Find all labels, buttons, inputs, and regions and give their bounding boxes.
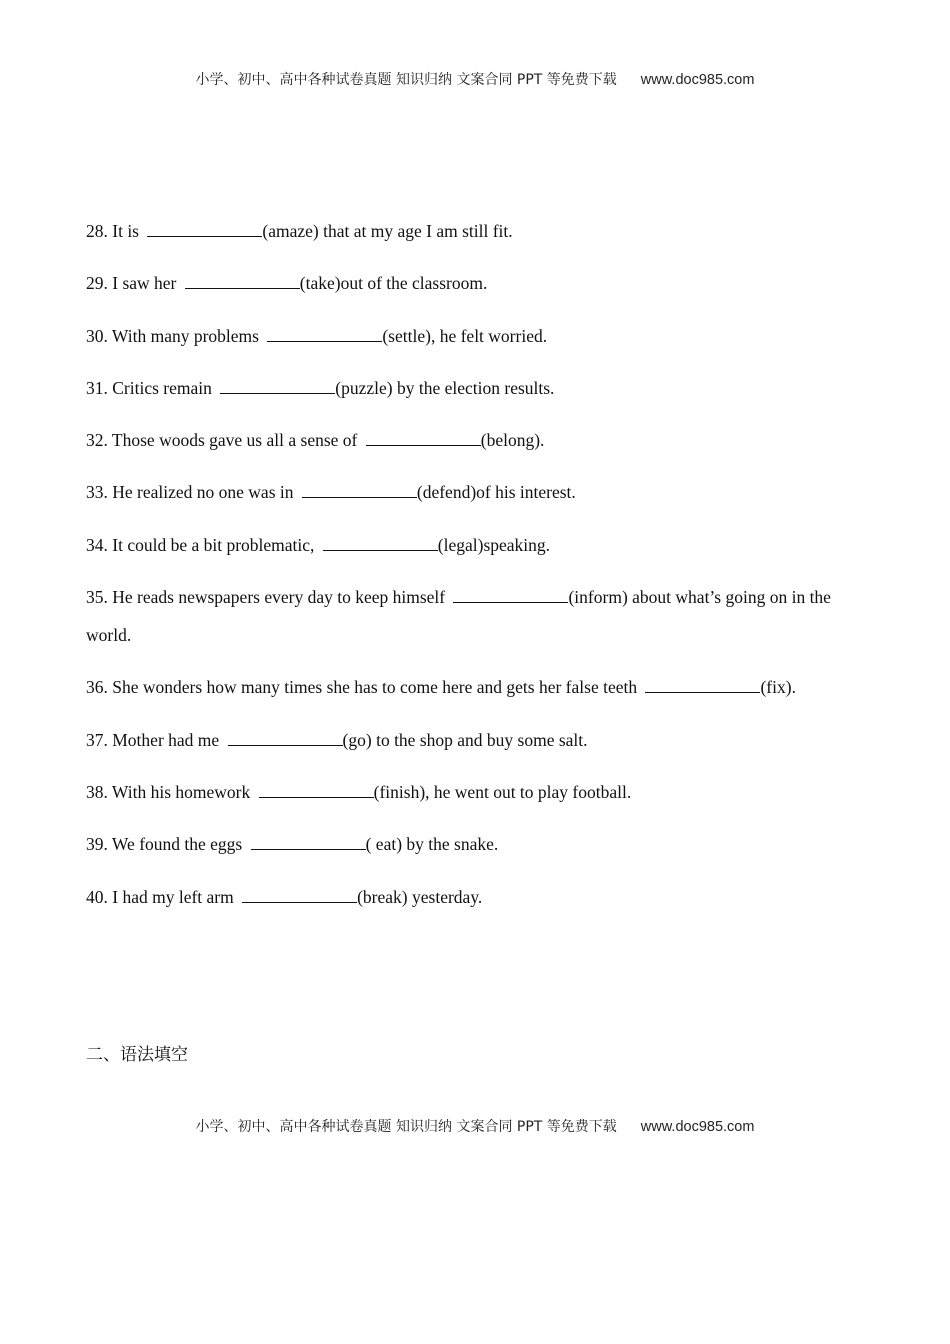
question-rest: . bbox=[791, 677, 796, 698]
question-item bbox=[86, 421, 876, 459]
question-rest: , he felt worried. bbox=[430, 325, 548, 346]
question-rest: that at my age I am still fit. bbox=[318, 221, 513, 241]
word-hint: (inform) bbox=[568, 587, 628, 608]
answer-blank[interactable] bbox=[147, 221, 262, 237]
page-header bbox=[0, 69, 950, 89]
question-item bbox=[86, 668, 876, 706]
question-rest: yesterday. bbox=[407, 886, 483, 907]
answer-blank[interactable] bbox=[251, 834, 366, 850]
answer-blank[interactable] bbox=[220, 378, 335, 394]
question-list bbox=[86, 212, 876, 930]
word-hint: (amaze) bbox=[262, 221, 319, 241]
question-rest: out of the classroom. bbox=[340, 273, 488, 294]
question-rest: , he went out to play football. bbox=[425, 781, 632, 802]
answer-blank[interactable] bbox=[242, 887, 357, 903]
word-hint: (belong) bbox=[480, 430, 541, 451]
question-item bbox=[86, 721, 876, 759]
question-text: 40. I had my left arm bbox=[86, 886, 234, 907]
question-rest: of his interest. bbox=[476, 482, 576, 503]
answer-blank[interactable] bbox=[185, 273, 300, 289]
question-item bbox=[86, 773, 876, 811]
answer-blank[interactable] bbox=[323, 535, 438, 551]
question-rest: . bbox=[540, 430, 545, 451]
word-hint: ( eat) bbox=[365, 834, 403, 855]
question-text: 37. Mother had me bbox=[86, 729, 220, 750]
question-text: 28. It is bbox=[86, 221, 139, 241]
answer-blank[interactable] bbox=[228, 730, 343, 746]
question-text: 30. With many problems bbox=[86, 325, 259, 346]
answer-blank[interactable] bbox=[302, 482, 417, 498]
question-item bbox=[86, 473, 876, 511]
word-hint: (legal) bbox=[437, 534, 484, 555]
question-item bbox=[86, 212, 876, 250]
question-rest: about what’s going on in the world. bbox=[86, 587, 831, 646]
question-text: 29. I saw her bbox=[86, 273, 177, 294]
question-item bbox=[86, 578, 876, 654]
question-text: 36. She wonders how many times she has to come here and gets her false teeth bbox=[86, 677, 638, 698]
answer-blank[interactable] bbox=[453, 587, 568, 603]
word-hint: (finish) bbox=[373, 781, 426, 802]
question-item bbox=[86, 369, 876, 407]
section-title: 二、语法填空 bbox=[86, 1045, 188, 1065]
question-rest: to the shop and buy some salt. bbox=[371, 729, 588, 750]
answer-blank[interactable] bbox=[267, 326, 382, 342]
question-text: 33. He realized no one was in bbox=[86, 482, 294, 503]
question-item bbox=[86, 825, 876, 863]
header-text: 小学、初中、高中各种试卷真题 知识归纳 文案合同 PPT 等免费下载 bbox=[195, 72, 617, 88]
word-hint: (defend) bbox=[416, 482, 477, 503]
question-rest: by the election results. bbox=[392, 377, 555, 398]
header-site: www.doc985.com bbox=[640, 72, 755, 88]
question-rest: speaking. bbox=[483, 534, 551, 555]
question-text: 35. He reads newspapers every day to keep himself bbox=[86, 587, 446, 608]
answer-blank[interactable] bbox=[645, 677, 760, 693]
question-text: 31. Critics remain bbox=[86, 377, 212, 398]
question-item bbox=[86, 526, 876, 564]
question-text: 39. We found the eggs bbox=[86, 834, 243, 855]
word-hint: (take) bbox=[299, 273, 341, 294]
question-text: 34. It could be a bit problematic, bbox=[86, 534, 315, 555]
word-hint: (settle) bbox=[382, 325, 431, 346]
question-item bbox=[86, 878, 876, 916]
answer-blank[interactable] bbox=[259, 782, 374, 798]
word-hint: (go) bbox=[342, 729, 372, 750]
question-item bbox=[86, 317, 876, 355]
question-item bbox=[86, 264, 876, 302]
word-hint: (fix) bbox=[760, 677, 792, 698]
footer-site: www.doc985.com bbox=[640, 1119, 755, 1135]
footer-text: 小学、初中、高中各种试卷真题 知识归纳 文案合同 PPT 等免费下载 bbox=[195, 1119, 617, 1135]
answer-blank[interactable] bbox=[366, 430, 481, 446]
word-hint: (puzzle) bbox=[335, 377, 393, 398]
word-hint: (break) bbox=[357, 886, 408, 907]
question-rest: by the snake. bbox=[402, 834, 499, 855]
question-text: 38. With his homework bbox=[86, 781, 251, 802]
question-text: 32. Those woods gave us all a sense of bbox=[86, 430, 358, 451]
page-footer bbox=[0, 1116, 950, 1136]
